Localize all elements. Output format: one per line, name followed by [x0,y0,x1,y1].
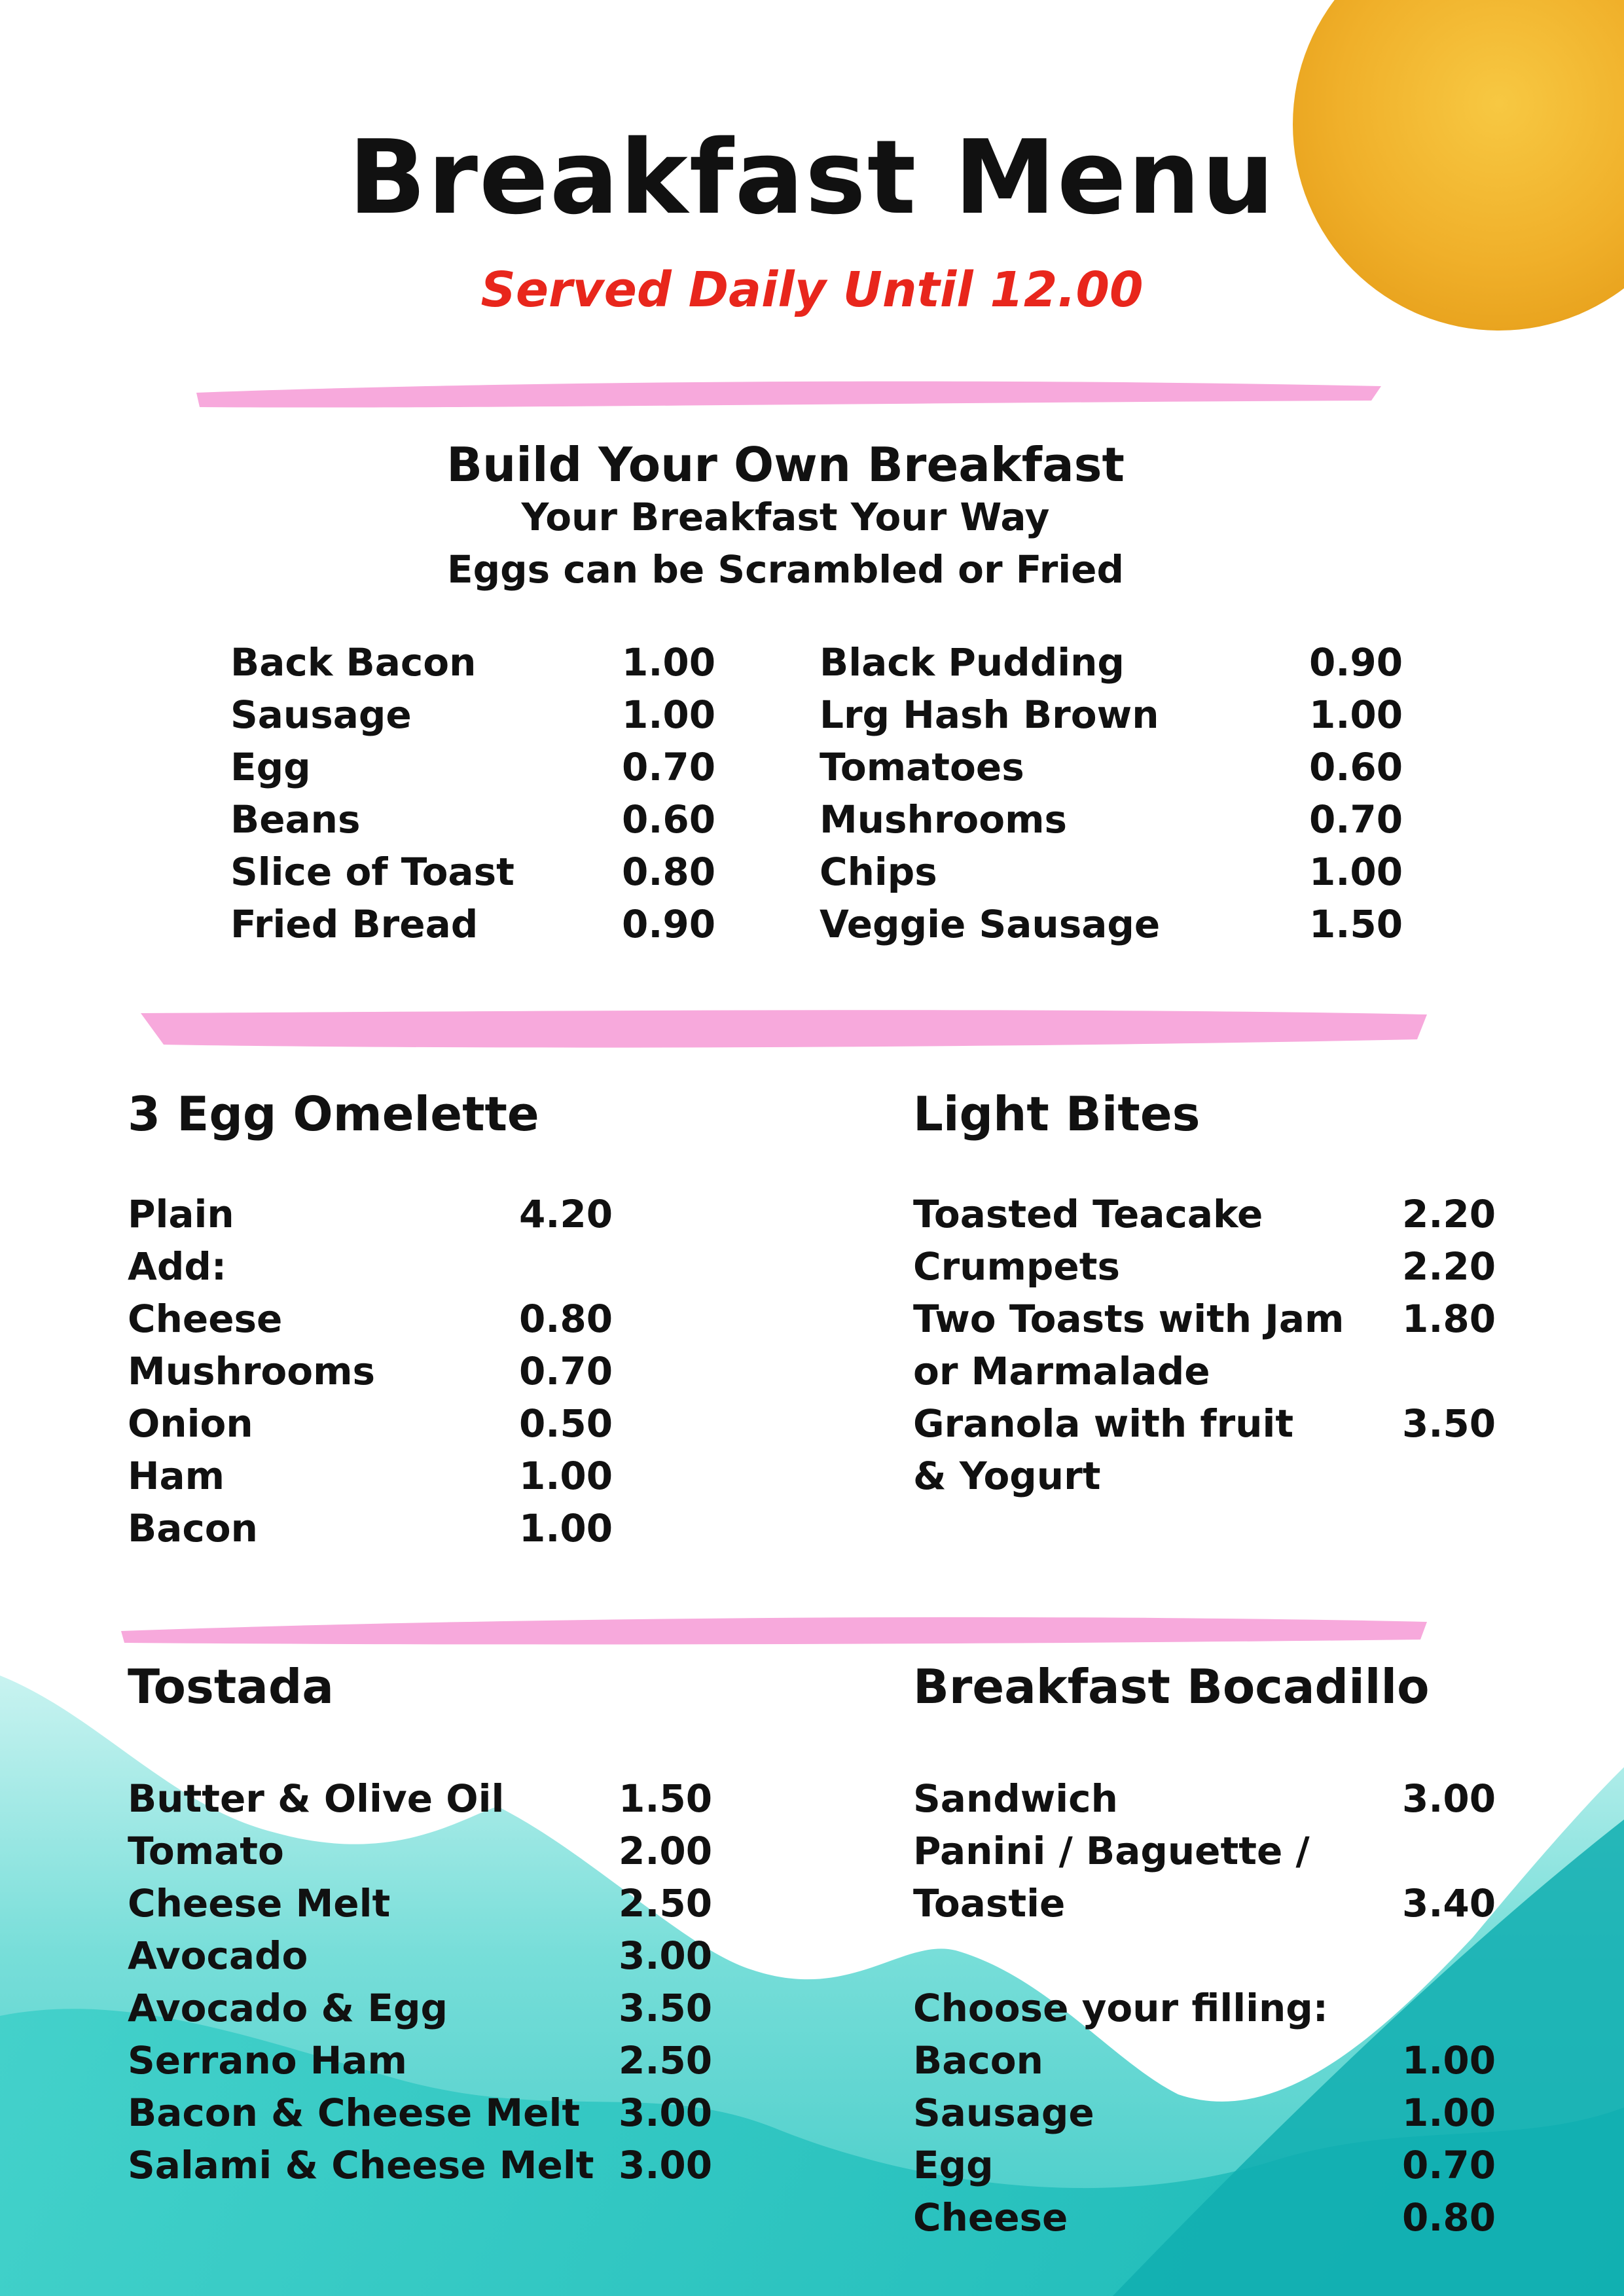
brush-divider-3 [121,1617,1427,1645]
brush-divider-2 [141,1010,1427,1047]
menu-item-price: 3.40 [1402,1881,1496,1926]
menu-item-price: 4.20 [519,1192,613,1236]
menu-item-price: 2.50 [619,1881,713,1926]
page-title: Breakfast Menu [348,118,1276,237]
menu-item-name: Back Bacon [230,640,477,685]
menu-item-name: Onion [128,1401,253,1446]
menu-item-name: Black Pudding [820,640,1125,685]
omelette-title: 3 Egg Omelette [128,1086,539,1141]
menu-item-name: Add: [128,1244,227,1289]
menu-item-name: Beans [230,797,361,842]
menu-item-price: 0.70 [519,1349,613,1393]
menu-item-price: 1.00 [622,640,716,685]
menu-item-price: 0.60 [1309,745,1403,789]
menu-item-price: 0.70 [1402,2143,1496,2187]
menu-item-name: Plain [128,1192,234,1236]
menu-item-price: 2.50 [619,2038,713,2083]
menu-item-name: Serrano Ham [128,2038,407,2083]
menu-item-name: Cheese [128,1297,283,1341]
menu-item-name: Fried Bread [230,902,478,946]
menu-item-price: 1.80 [1402,1297,1496,1341]
menu-item-name: Bacon [913,2038,1043,2083]
menu-item-name: Salami & Cheese Melt [128,2143,594,2187]
menu-item-price: 1.00 [1309,692,1403,737]
menu-item-name: Sausage [913,2090,1094,2135]
menu-item-price: 1.00 [1402,2090,1496,2135]
menu-item-name: Slice of Toast [230,850,514,894]
menu-item-name: Butter & Olive Oil [128,1776,505,1821]
menu-item-name: Cheese Melt [128,1881,391,1926]
menu-item-price: 1.00 [1402,2038,1496,2083]
menu-item-price: 1.00 [519,1454,613,1498]
menu-item-name: Choose your filling: [913,1986,1328,2030]
menu-item-name: Egg [913,2143,994,2187]
menu-item-name: Two Toasts with Jam [913,1297,1344,1341]
menu-item-name: Granola with fruit [913,1401,1294,1446]
menu-item-price: 1.00 [1309,850,1403,894]
menu-item-price: 3.00 [619,2143,713,2187]
menu-item-price: 0.90 [622,902,716,946]
menu-item-price: 0.60 [622,797,716,842]
menu-item-price: 1.50 [1309,902,1403,946]
menu-item-name: or Marmalade [913,1349,1210,1393]
page-subtitle: Served Daily Until 12.00 [480,262,1144,318]
menu-item-name: Ham [128,1454,225,1498]
menu-item-price: 0.80 [622,850,716,894]
menu-item-name: Mushrooms [820,797,1068,842]
menu-item-price: 0.50 [519,1401,613,1446]
menu-item-name: Chips [820,850,937,894]
menu-item-price: 2.20 [1402,1244,1496,1289]
menu-item-price: 3.50 [1402,1401,1496,1446]
build-your-own-title: Build Your Own Breakfast [446,437,1125,492]
menu-item-name: Toasted Teacake [913,1192,1263,1236]
menu-item-name: Sandwich [913,1776,1118,1821]
menu-item-name: Avocado & Egg [128,1986,448,2030]
menu-item-price: 2.20 [1402,1192,1496,1236]
menu-item-price: 3.50 [619,1986,713,2030]
menu-item-name: Bacon & Cheese Melt [128,2090,581,2135]
menu-item-price: 1.50 [619,1776,713,1821]
menu-item-name: Tomatoes [820,745,1024,789]
menu-item-price: 1.00 [622,692,716,737]
menu-item-name: Crumpets [913,1244,1120,1289]
menu-item-price: 0.80 [1402,2195,1496,2240]
menu-item-price: 3.00 [619,2090,713,2135]
menu-item-name: Cheese [913,2195,1068,2240]
light-bites-title: Light Bites [913,1086,1200,1141]
menu-item-name: Mushrooms [128,1349,376,1393]
menu-item-price: 1.00 [519,1506,613,1551]
menu-item-price: 3.00 [1402,1776,1496,1821]
menu-item-price: 2.00 [619,1829,713,1873]
menu-item-price: 0.70 [1309,797,1403,842]
menu-item-name: Tomato [128,1829,284,1873]
menu-item-price: 0.90 [1309,640,1403,685]
menu-item-name: Egg [230,745,311,789]
menu-item-price: 0.80 [519,1297,613,1341]
build-your-own-note: Eggs can be Scrambled or Fried [446,547,1125,592]
menu-item-name: Sausage [230,692,412,737]
menu-item-name: & Yogurt [913,1454,1101,1498]
tostada-title: Tostada [128,1659,334,1714]
menu-item-price: 3.00 [619,1933,713,1978]
menu-item-name: Avocado [128,1933,308,1978]
menu-item-name: Veggie Sausage [820,902,1161,946]
menu-item-name: Lrg Hash Brown [820,692,1159,737]
menu-item-name: Panini / Baguette / [913,1829,1310,1873]
brush-divider-1 [196,382,1381,408]
bocadillo-title: Breakfast Bocadillo [913,1659,1430,1714]
menu-item-name: Toastie [913,1881,1066,1926]
menu-item-name: Bacon [128,1506,258,1551]
menu-item-price: 0.70 [622,745,716,789]
build-your-own-tagline: Your Breakfast Your Way [521,495,1050,539]
